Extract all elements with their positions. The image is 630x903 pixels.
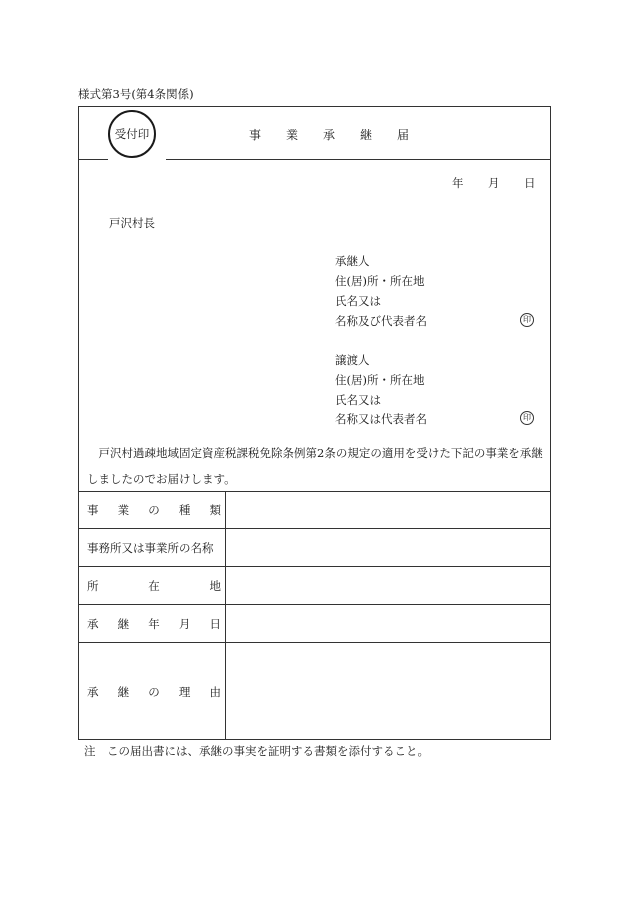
label-char: 地 — [209, 579, 221, 593]
date-month-label: 月 — [488, 176, 500, 190]
reception-stamp-label: 受付印 — [114, 127, 150, 141]
successor-address-label: 住(居)所・所在地 — [335, 274, 425, 288]
title-char: 継 — [359, 128, 372, 142]
row-label-office-name: 事務所又は事業所の名称 — [87, 541, 214, 555]
label-char: 種 — [178, 503, 191, 517]
office-name-field[interactable] — [227, 530, 550, 565]
successor-heading: 承継人 — [335, 254, 370, 268]
label-char: 月 — [178, 617, 191, 631]
form-title — [249, 126, 409, 143]
row-label-succession-reason — [87, 684, 221, 700]
notification-form — [78, 106, 551, 740]
label-char: 類 — [209, 503, 221, 517]
label-char: 所 — [87, 579, 99, 593]
table-row-divider — [79, 642, 551, 643]
transferor-address-label: 住(居)所・所在地 — [335, 373, 425, 387]
label-char: 継 — [117, 617, 130, 631]
label-char: 事 — [87, 503, 99, 517]
table-row-divider — [79, 604, 551, 605]
label-char: 年 — [148, 617, 160, 631]
title-char: 承 — [322, 128, 335, 142]
row-label-location — [87, 578, 221, 594]
transferor-heading: 譲渡人 — [335, 353, 370, 367]
date-day-label: 日 — [524, 176, 536, 190]
transferor-seal-char: 印 — [523, 413, 531, 422]
label-char: 在 — [148, 579, 160, 593]
transferor-name-label: 氏名又は — [335, 393, 381, 407]
title-char: 業 — [285, 128, 298, 142]
successor-seal-char: 印 — [523, 315, 531, 324]
label-char: 承 — [87, 685, 99, 699]
successor-representative-label: 名称及び代表者名 — [335, 314, 427, 328]
transferor-seal-mark — [520, 411, 534, 425]
date-year-label: 年 — [452, 176, 464, 190]
label-char: 承 — [87, 617, 99, 631]
table-top-border — [79, 491, 551, 492]
header-divider-left — [79, 159, 108, 160]
succession-reason-field[interactable] — [227, 644, 550, 738]
addressee: 戸沢村長 — [109, 216, 155, 230]
table-column-divider — [225, 491, 226, 739]
table-row-divider — [79, 528, 551, 529]
label-char: 日 — [209, 617, 221, 631]
row-label-succession-date — [87, 616, 221, 632]
label-char: 継 — [117, 685, 130, 699]
succession-date-field[interactable] — [227, 606, 550, 641]
label-char: 由 — [209, 685, 221, 699]
statement-text: 戸沢村過疎地域固定資産税課税免除条例第2条の規定の適用を受けた下記の事業を承継しましたのでお届けします。 — [87, 446, 543, 486]
table-row-divider — [79, 566, 551, 567]
title-char: 事 — [249, 128, 262, 142]
transferor-representative-label: 名称又は代表者名 — [335, 412, 427, 426]
row-label-business-type — [87, 502, 221, 518]
reception-stamp-circle — [108, 110, 156, 158]
successor-seal-mark — [520, 313, 534, 327]
label-char: 業 — [117, 503, 130, 517]
label-char: の — [148, 503, 160, 517]
successor-name-label: 氏名又は — [335, 294, 381, 308]
label-char: 理 — [178, 685, 191, 699]
footnote: 注 この届出書には、承継の事実を証明する書類を添付すること。 — [84, 744, 429, 758]
form-code: 様式第3号(第4条関係) — [78, 87, 194, 101]
location-field[interactable] — [227, 568, 550, 603]
title-char: 届 — [396, 128, 409, 142]
label-char: の — [148, 685, 160, 699]
header-divider-right — [166, 159, 551, 160]
business-type-field[interactable] — [227, 493, 550, 527]
